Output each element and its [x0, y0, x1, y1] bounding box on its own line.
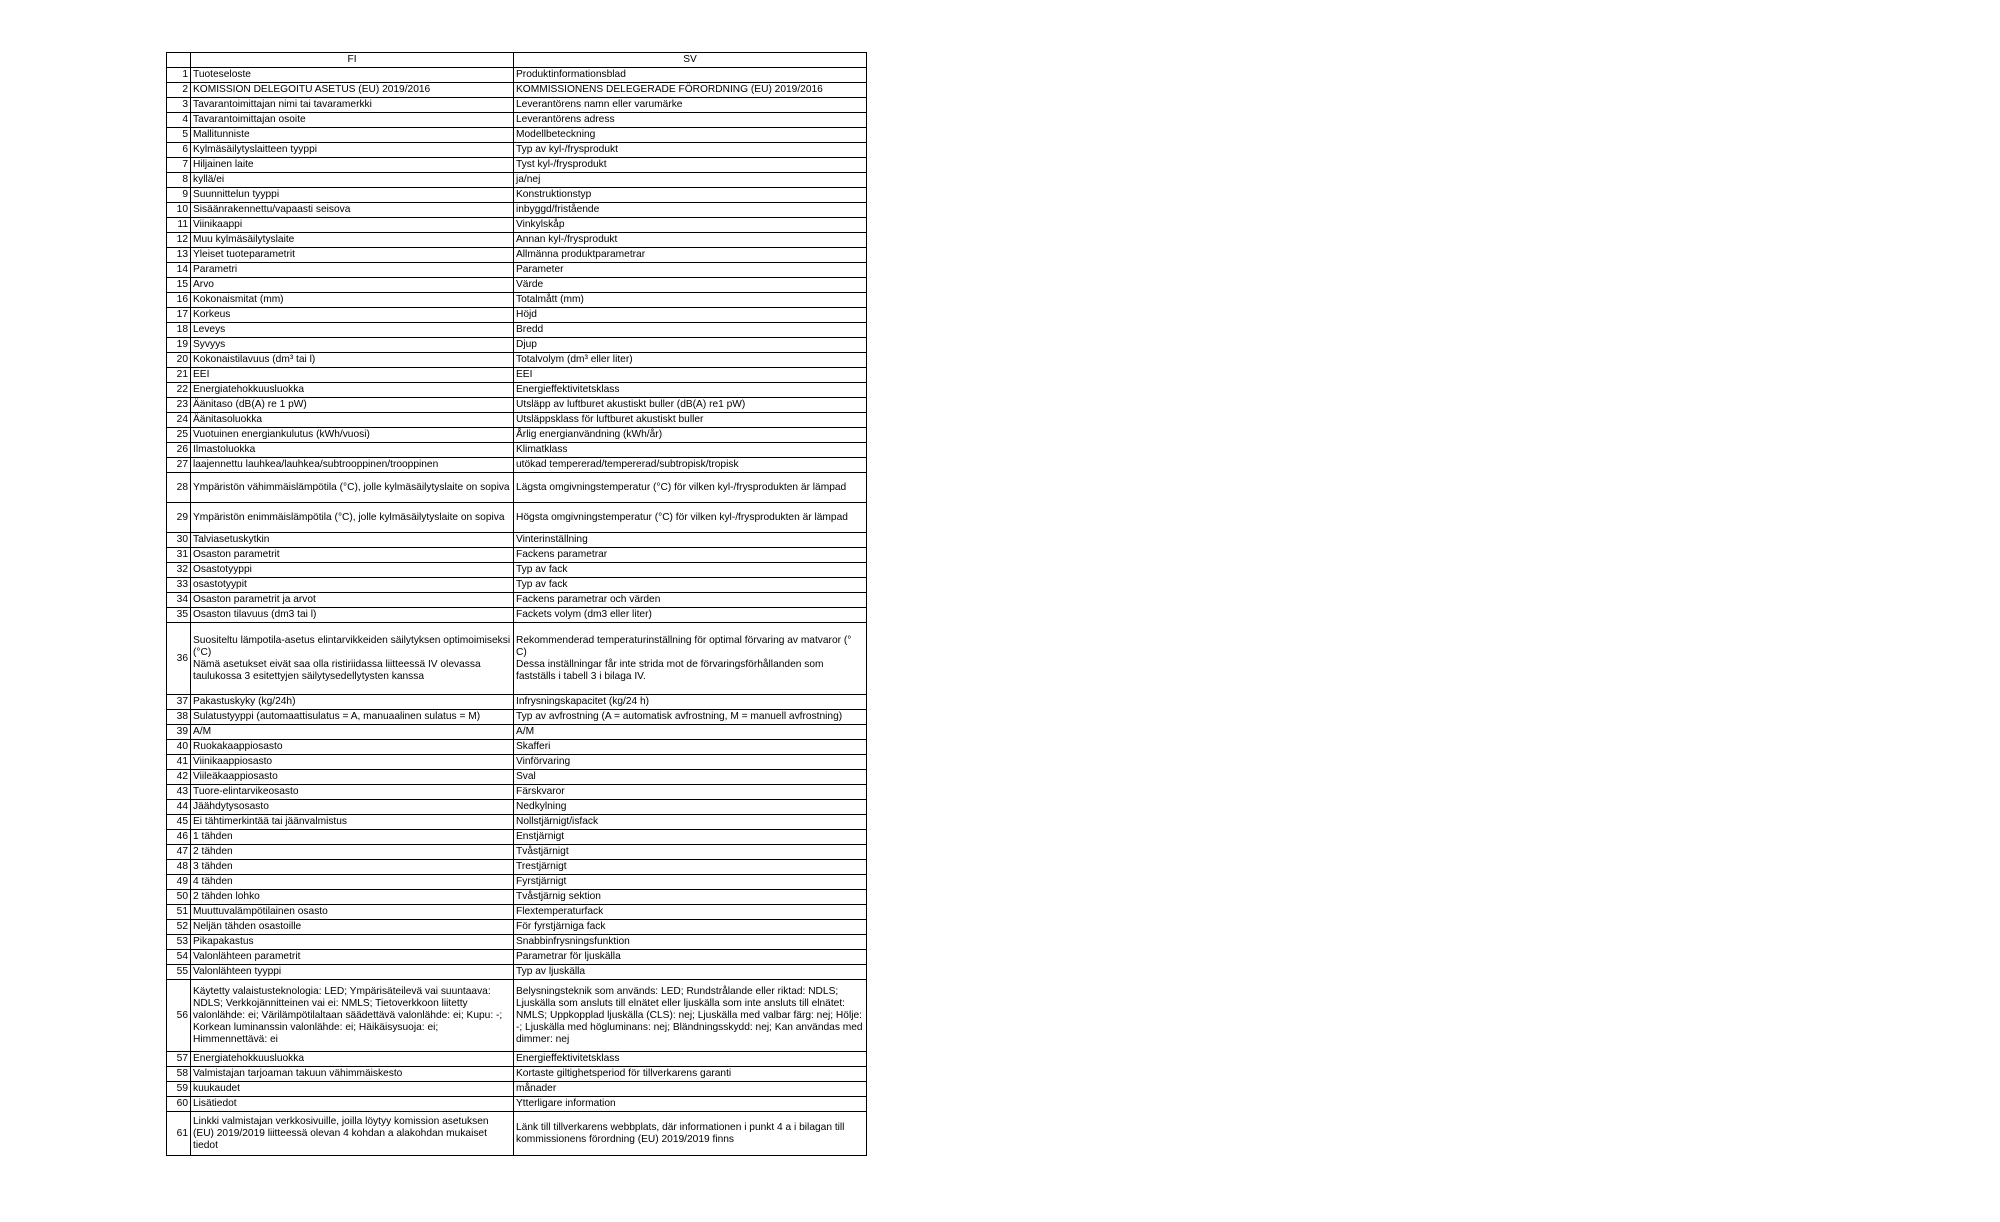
fi-cell: Hiljainen laite	[191, 158, 514, 173]
fi-cell: Linkki valmistajan verkkosivuille, joilla löytyy komission asetuksen (EU) 2019/2019 liitteessä olevan 4 kohdan a alakohdan mukaiset tiedot	[191, 1112, 514, 1156]
fi-cell: Jäähdytysosasto	[191, 800, 514, 815]
table-row	[167, 533, 867, 548]
row-number-cell: 41	[167, 755, 191, 770]
table-row	[167, 608, 867, 623]
table-header-row	[167, 53, 867, 68]
table-row	[167, 113, 867, 128]
row-number-cell: 6	[167, 143, 191, 158]
sv-cell: Trestjärnigt	[514, 860, 867, 875]
fi-cell: Muu kylmäsäilytyslaite	[191, 233, 514, 248]
table-row	[167, 920, 867, 935]
table-row	[167, 695, 867, 710]
row-number-cell: 48	[167, 860, 191, 875]
table-row	[167, 428, 867, 443]
sv-cell: Djup	[514, 338, 867, 353]
sv-cell: månader	[514, 1082, 867, 1097]
row-number-cell: 61	[167, 1112, 191, 1156]
sv-cell: inbyggd/fristående	[514, 203, 867, 218]
sv-cell: Typ av ljuskälla	[514, 965, 867, 980]
fi-cell: Korkeus	[191, 308, 514, 323]
table-row	[167, 830, 867, 845]
table-row	[167, 203, 867, 218]
sv-cell: Leverantörens adress	[514, 113, 867, 128]
header-fi: FI	[191, 53, 514, 68]
table-row	[167, 83, 867, 98]
row-number-cell: 5	[167, 128, 191, 143]
fi-cell: Suunnittelun tyyppi	[191, 188, 514, 203]
sv-cell: Totalmått (mm)	[514, 293, 867, 308]
table-row	[167, 98, 867, 113]
table-row	[167, 173, 867, 188]
row-number-cell: 32	[167, 563, 191, 578]
table-row	[167, 548, 867, 563]
table-row	[167, 263, 867, 278]
sv-cell: Typ av kyl-/frysprodukt	[514, 143, 867, 158]
fi-cell: 2 tähden	[191, 845, 514, 860]
sv-cell: utökad tempererad/tempererad/subtropisk/tropisk	[514, 458, 867, 473]
sv-cell: Tvåstjärnigt	[514, 845, 867, 860]
fi-cell: 2 tähden lohko	[191, 890, 514, 905]
table-row	[167, 845, 867, 860]
fi-cell: Osaston parametrit ja arvot	[191, 593, 514, 608]
fi-cell: Kokonaistilavuus (dm³ tai l)	[191, 353, 514, 368]
sv-cell: Ytterligare information	[514, 1097, 867, 1112]
row-number-cell: 28	[167, 473, 191, 503]
table-row	[167, 578, 867, 593]
table-row	[167, 740, 867, 755]
row-number-cell: 40	[167, 740, 191, 755]
row-number-cell: 34	[167, 593, 191, 608]
sv-cell: Energieffektivitetsklass	[514, 383, 867, 398]
row-number-cell: 23	[167, 398, 191, 413]
table-row	[167, 248, 867, 263]
row-number-cell: 20	[167, 353, 191, 368]
row-number-cell: 17	[167, 308, 191, 323]
fi-cell: Vuotuinen energiankulutus (kWh/vuosi)	[191, 428, 514, 443]
fi-cell: Viileäkaappiosasto	[191, 770, 514, 785]
sv-cell: Värde	[514, 278, 867, 293]
table-row	[167, 1112, 867, 1156]
table-row	[167, 623, 867, 695]
table-row	[167, 368, 867, 383]
row-number-cell: 1	[167, 68, 191, 83]
table-row	[167, 1082, 867, 1097]
sv-cell: Enstjärnigt	[514, 830, 867, 845]
table-row	[167, 890, 867, 905]
sv-cell: Nollstjärnigt/isfack	[514, 815, 867, 830]
sv-cell: Sval	[514, 770, 867, 785]
row-number-cell: 52	[167, 920, 191, 935]
row-number-cell: 39	[167, 725, 191, 740]
sv-cell: Infrysningskapacitet (kg/24 h)	[514, 695, 867, 710]
fi-cell: Käytetty valaistusteknologia: LED; Ympärisäteilevä vai suuntaava: NDLS; Verkkojännitteinen vai ei: NMLS; Tietoverkkoon liitetty valonlähde: ei; Värilämpötilaltaan säädettävä valonlähde: ei; Kupu: -; Korkean luminanssin valonlähde: ei; Häikäisysuoja: ei; Himmennettävä: ei	[191, 980, 514, 1052]
row-number-cell: 44	[167, 800, 191, 815]
row-number-cell: 55	[167, 965, 191, 980]
sv-cell: Utsläpp av luftburet akustiskt buller (dB(A) re1 pW)	[514, 398, 867, 413]
fi-cell: Sisäänrakennettu/vapaasti seisova	[191, 203, 514, 218]
row-number-cell: 31	[167, 548, 191, 563]
row-number-cell: 38	[167, 710, 191, 725]
row-number-cell: 46	[167, 830, 191, 845]
row-number-cell: 54	[167, 950, 191, 965]
fi-cell: Kylmäsäilytyslaitteen tyyppi	[191, 143, 514, 158]
header-sv: SV	[514, 53, 867, 68]
fi-cell: Äänitaso (dB(A) re 1 pW)	[191, 398, 514, 413]
sv-cell: Skafferi	[514, 740, 867, 755]
fi-cell: Pikapakastus	[191, 935, 514, 950]
fi-cell: Osaston tilavuus (dm3 tai l)	[191, 608, 514, 623]
table-row	[167, 188, 867, 203]
fi-cell: EEI	[191, 368, 514, 383]
row-number-cell: 27	[167, 458, 191, 473]
row-number-cell: 8	[167, 173, 191, 188]
table-row	[167, 725, 867, 740]
sv-cell: Typ av avfrostning (A = automatisk avfrostning, M = manuell avfrostning)	[514, 710, 867, 725]
sv-cell: Typ av fack	[514, 563, 867, 578]
sv-cell: EEI	[514, 368, 867, 383]
sv-cell: Tyst kyl-/frysprodukt	[514, 158, 867, 173]
fi-cell: Kokonaismitat (mm)	[191, 293, 514, 308]
row-number-cell: 29	[167, 503, 191, 533]
row-number-cell: 4	[167, 113, 191, 128]
fi-cell: Tavarantoimittajan nimi tai tavaramerkki	[191, 98, 514, 113]
sv-cell: Nedkylning	[514, 800, 867, 815]
row-number-cell: 60	[167, 1097, 191, 1112]
table-row	[167, 563, 867, 578]
table-row	[167, 860, 867, 875]
row-number-cell: 49	[167, 875, 191, 890]
sv-cell: Årlig energianvändning (kWh/år)	[514, 428, 867, 443]
table-row	[167, 1067, 867, 1082]
sv-cell: Snabbinfrysningsfunktion	[514, 935, 867, 950]
fi-cell: kyllä/ei	[191, 173, 514, 188]
row-number-cell: 59	[167, 1082, 191, 1097]
fi-cell: Ympäristön enimmäislämpötila (°C), jolle kylmäsäilytyslaite on sopiva	[191, 503, 514, 533]
sv-cell: Leverantörens namn eller varumärke	[514, 98, 867, 113]
row-number-cell: 47	[167, 845, 191, 860]
sv-cell: Höjd	[514, 308, 867, 323]
row-number-cell: 15	[167, 278, 191, 293]
row-number-cell: 22	[167, 383, 191, 398]
row-number-cell: 36	[167, 623, 191, 695]
sv-cell: Vinterinställning	[514, 533, 867, 548]
table-row	[167, 338, 867, 353]
row-number-cell: 57	[167, 1052, 191, 1067]
sv-cell: ja/nej	[514, 173, 867, 188]
table-row	[167, 293, 867, 308]
sv-cell: A/M	[514, 725, 867, 740]
row-number-cell: 58	[167, 1067, 191, 1082]
fi-cell: Leveys	[191, 323, 514, 338]
sv-cell: Rekommenderad temperaturinställning för optimal förvaring av matvaror (° C) Dessa inställningar får inte strida mot de förvaringsförhållanden som fastställs i tabell 3 i bilaga IV.	[514, 623, 867, 695]
fi-cell: Ympäristön vähimmäislämpötila (°C), jolle kylmäsäilytyslaite on sopiva	[191, 473, 514, 503]
fi-cell: laajennettu lauhkea/lauhkea/subtrooppinen/trooppinen	[191, 458, 514, 473]
sv-cell: För fyrstjärniga fack	[514, 920, 867, 935]
row-number-cell: 53	[167, 935, 191, 950]
table-row	[167, 593, 867, 608]
fi-cell: Mallitunniste	[191, 128, 514, 143]
table-row	[167, 785, 867, 800]
fi-cell: Talviasetuskytkin	[191, 533, 514, 548]
row-number-cell: 21	[167, 368, 191, 383]
table-row	[167, 353, 867, 368]
sv-cell: Lägsta omgivningstemperatur (°C) för vilken kyl-/frysprodukten är lämpad	[514, 473, 867, 503]
sv-cell: Parameter	[514, 263, 867, 278]
sv-cell: Fackens parametrar	[514, 548, 867, 563]
table-row	[167, 68, 867, 83]
row-number-cell: 50	[167, 890, 191, 905]
table-row	[167, 905, 867, 920]
table-body	[167, 68, 867, 1156]
row-number-cell: 42	[167, 770, 191, 785]
table-row	[167, 503, 867, 533]
table-row	[167, 755, 867, 770]
fi-cell: KOMISSION DELEGOITU ASETUS (EU) 2019/2016	[191, 83, 514, 98]
fi-cell: osastotyypit	[191, 578, 514, 593]
row-number-cell: 56	[167, 980, 191, 1052]
table-row	[167, 158, 867, 173]
row-number-cell: 2	[167, 83, 191, 98]
sv-cell: Produktinformationsblad	[514, 68, 867, 83]
fi-cell: 1 tähden	[191, 830, 514, 845]
sv-cell: Totalvolym (dm³ eller liter)	[514, 353, 867, 368]
table-row	[167, 143, 867, 158]
table-row	[167, 935, 867, 950]
fi-cell: Valmistajan tarjoaman takuun vähimmäiskesto	[191, 1067, 514, 1082]
row-number-cell: 30	[167, 533, 191, 548]
row-number-cell: 16	[167, 293, 191, 308]
row-number-cell: 10	[167, 203, 191, 218]
table-row	[167, 128, 867, 143]
sv-cell: Typ av fack	[514, 578, 867, 593]
fi-cell: Energiatehokkuusluokka	[191, 1052, 514, 1067]
row-number-cell: 13	[167, 248, 191, 263]
fi-cell: 4 tähden	[191, 875, 514, 890]
table-row	[167, 1052, 867, 1067]
row-number-cell: 25	[167, 428, 191, 443]
header-index	[167, 53, 191, 68]
fi-cell: Ilmastoluokka	[191, 443, 514, 458]
row-number-cell: 35	[167, 608, 191, 623]
sv-cell: KOMMISSIONENS DELEGERADE FÖRORDNING (EU) 2019/2016	[514, 83, 867, 98]
table-row	[167, 383, 867, 398]
row-number-cell: 24	[167, 413, 191, 428]
fi-cell: Sulatustyyppi (automaattisulatus = A, manuaalinen sulatus = M)	[191, 710, 514, 725]
row-number-cell: 33	[167, 578, 191, 593]
sv-cell: Konstruktionstyp	[514, 188, 867, 203]
table-row	[167, 233, 867, 248]
row-number-cell: 45	[167, 815, 191, 830]
table-row	[167, 278, 867, 293]
row-number-cell: 7	[167, 158, 191, 173]
row-number-cell: 26	[167, 443, 191, 458]
fi-cell: Osaston parametrit	[191, 548, 514, 563]
sv-cell: Bredd	[514, 323, 867, 338]
table-row	[167, 218, 867, 233]
table-row	[167, 413, 867, 428]
sv-cell: Annan kyl-/frysprodukt	[514, 233, 867, 248]
sv-cell: Högsta omgivningstemperatur (°C) för vilken kyl-/frysprodukten är lämpad	[514, 503, 867, 533]
row-number-cell: 19	[167, 338, 191, 353]
fi-cell: Neljän tähden osastoille	[191, 920, 514, 935]
table-row	[167, 875, 867, 890]
row-number-cell: 14	[167, 263, 191, 278]
sv-cell: Energieffektivitetsklass	[514, 1052, 867, 1067]
sv-cell: Flextemperaturfack	[514, 905, 867, 920]
fi-cell: 3 tähden	[191, 860, 514, 875]
sv-cell: Tvåstjärnig sektion	[514, 890, 867, 905]
fi-cell: Viinikaappiosasto	[191, 755, 514, 770]
fi-cell: Valonlähteen tyyppi	[191, 965, 514, 980]
fi-cell: Pakastuskyky (kg/24h)	[191, 695, 514, 710]
table-row	[167, 443, 867, 458]
sv-cell: Vinkylskåp	[514, 218, 867, 233]
table-row	[167, 965, 867, 980]
fi-cell: Suositeltu lämpotila-asetus elintarvikkeiden säilytyksen optimoimiseksi (°C) Nämä asetukset eivät saa olla ristiriidassa liitteessä IV olevassa taulukossa 3 esitettyjen säilytysedellytysten kanssa	[191, 623, 514, 695]
sv-cell: Allmänna produktparametrar	[514, 248, 867, 263]
fi-cell: A/M	[191, 725, 514, 740]
table-row	[167, 308, 867, 323]
translation-table	[166, 52, 867, 1156]
table-row	[167, 950, 867, 965]
sv-cell: Vinförvaring	[514, 755, 867, 770]
table-row	[167, 1097, 867, 1112]
sv-cell: Klimatklass	[514, 443, 867, 458]
sv-cell: Belysningsteknik som används: LED; Rundstrålande eller riktad: NDLS; Ljuskälla som ansluts till elnätet eller ljuskälla som inte ansluts till elnätet: NMLS; Uppkopplad ljuskälla (CLS): nej; Ljuskälla med valbar färg: nej; Hölje: -; Ljuskälla med högluminans: nej; Bländningsskydd: nej; Kan användas med dimmer: nej	[514, 980, 867, 1052]
product-information-sheet	[166, 52, 866, 1156]
sv-cell: Fyrstjärnigt	[514, 875, 867, 890]
row-number-cell: 12	[167, 233, 191, 248]
fi-cell: Muuttuvalämpötilainen osasto	[191, 905, 514, 920]
row-number-cell: 18	[167, 323, 191, 338]
table-row	[167, 473, 867, 503]
fi-cell: Arvo	[191, 278, 514, 293]
row-number-cell: 37	[167, 695, 191, 710]
fi-cell: Osastotyyppi	[191, 563, 514, 578]
table-row	[167, 710, 867, 725]
fi-cell: Parametri	[191, 263, 514, 278]
table-row	[167, 815, 867, 830]
row-number-cell: 9	[167, 188, 191, 203]
table-row	[167, 770, 867, 785]
sv-cell: Kortaste giltighetsperiod för tillverkarens garanti	[514, 1067, 867, 1082]
fi-cell: Tuoteseloste	[191, 68, 514, 83]
fi-cell: Tavarantoimittajan osoite	[191, 113, 514, 128]
sv-cell: Länk till tillverkarens webbplats, där informationen i punkt 4 a i bilagan till kommissionens förordning (EU) 2019/2019 finns	[514, 1112, 867, 1156]
fi-cell: Valonlähteen parametrit	[191, 950, 514, 965]
sv-cell: Färskvaror	[514, 785, 867, 800]
fi-cell: Ei tähtimerkintää tai jäänvalmistus	[191, 815, 514, 830]
fi-cell: Syvyys	[191, 338, 514, 353]
sv-cell: Parametrar för ljuskälla	[514, 950, 867, 965]
sv-cell: Fackens parametrar och värden	[514, 593, 867, 608]
sv-cell: Modellbeteckning	[514, 128, 867, 143]
fi-cell: Äänitasoluokka	[191, 413, 514, 428]
fi-cell: Lisätiedot	[191, 1097, 514, 1112]
table-row	[167, 980, 867, 1052]
fi-cell: Viinikaappi	[191, 218, 514, 233]
row-number-cell: 51	[167, 905, 191, 920]
table-row	[167, 800, 867, 815]
row-number-cell: 43	[167, 785, 191, 800]
table-row	[167, 458, 867, 473]
fi-cell: kuukaudet	[191, 1082, 514, 1097]
fi-cell: Yleiset tuoteparametrit	[191, 248, 514, 263]
table-row	[167, 323, 867, 338]
sv-cell: Utsläppsklass för luftburet akustiskt buller	[514, 413, 867, 428]
fi-cell: Ruokakaappiosasto	[191, 740, 514, 755]
table-row	[167, 398, 867, 413]
fi-cell: Energiatehokkuusluokka	[191, 383, 514, 398]
row-number-cell: 11	[167, 218, 191, 233]
sv-cell: Fackets volym (dm3 eller liter)	[514, 608, 867, 623]
fi-cell: Tuore-elintarvikeosasto	[191, 785, 514, 800]
row-number-cell: 3	[167, 98, 191, 113]
